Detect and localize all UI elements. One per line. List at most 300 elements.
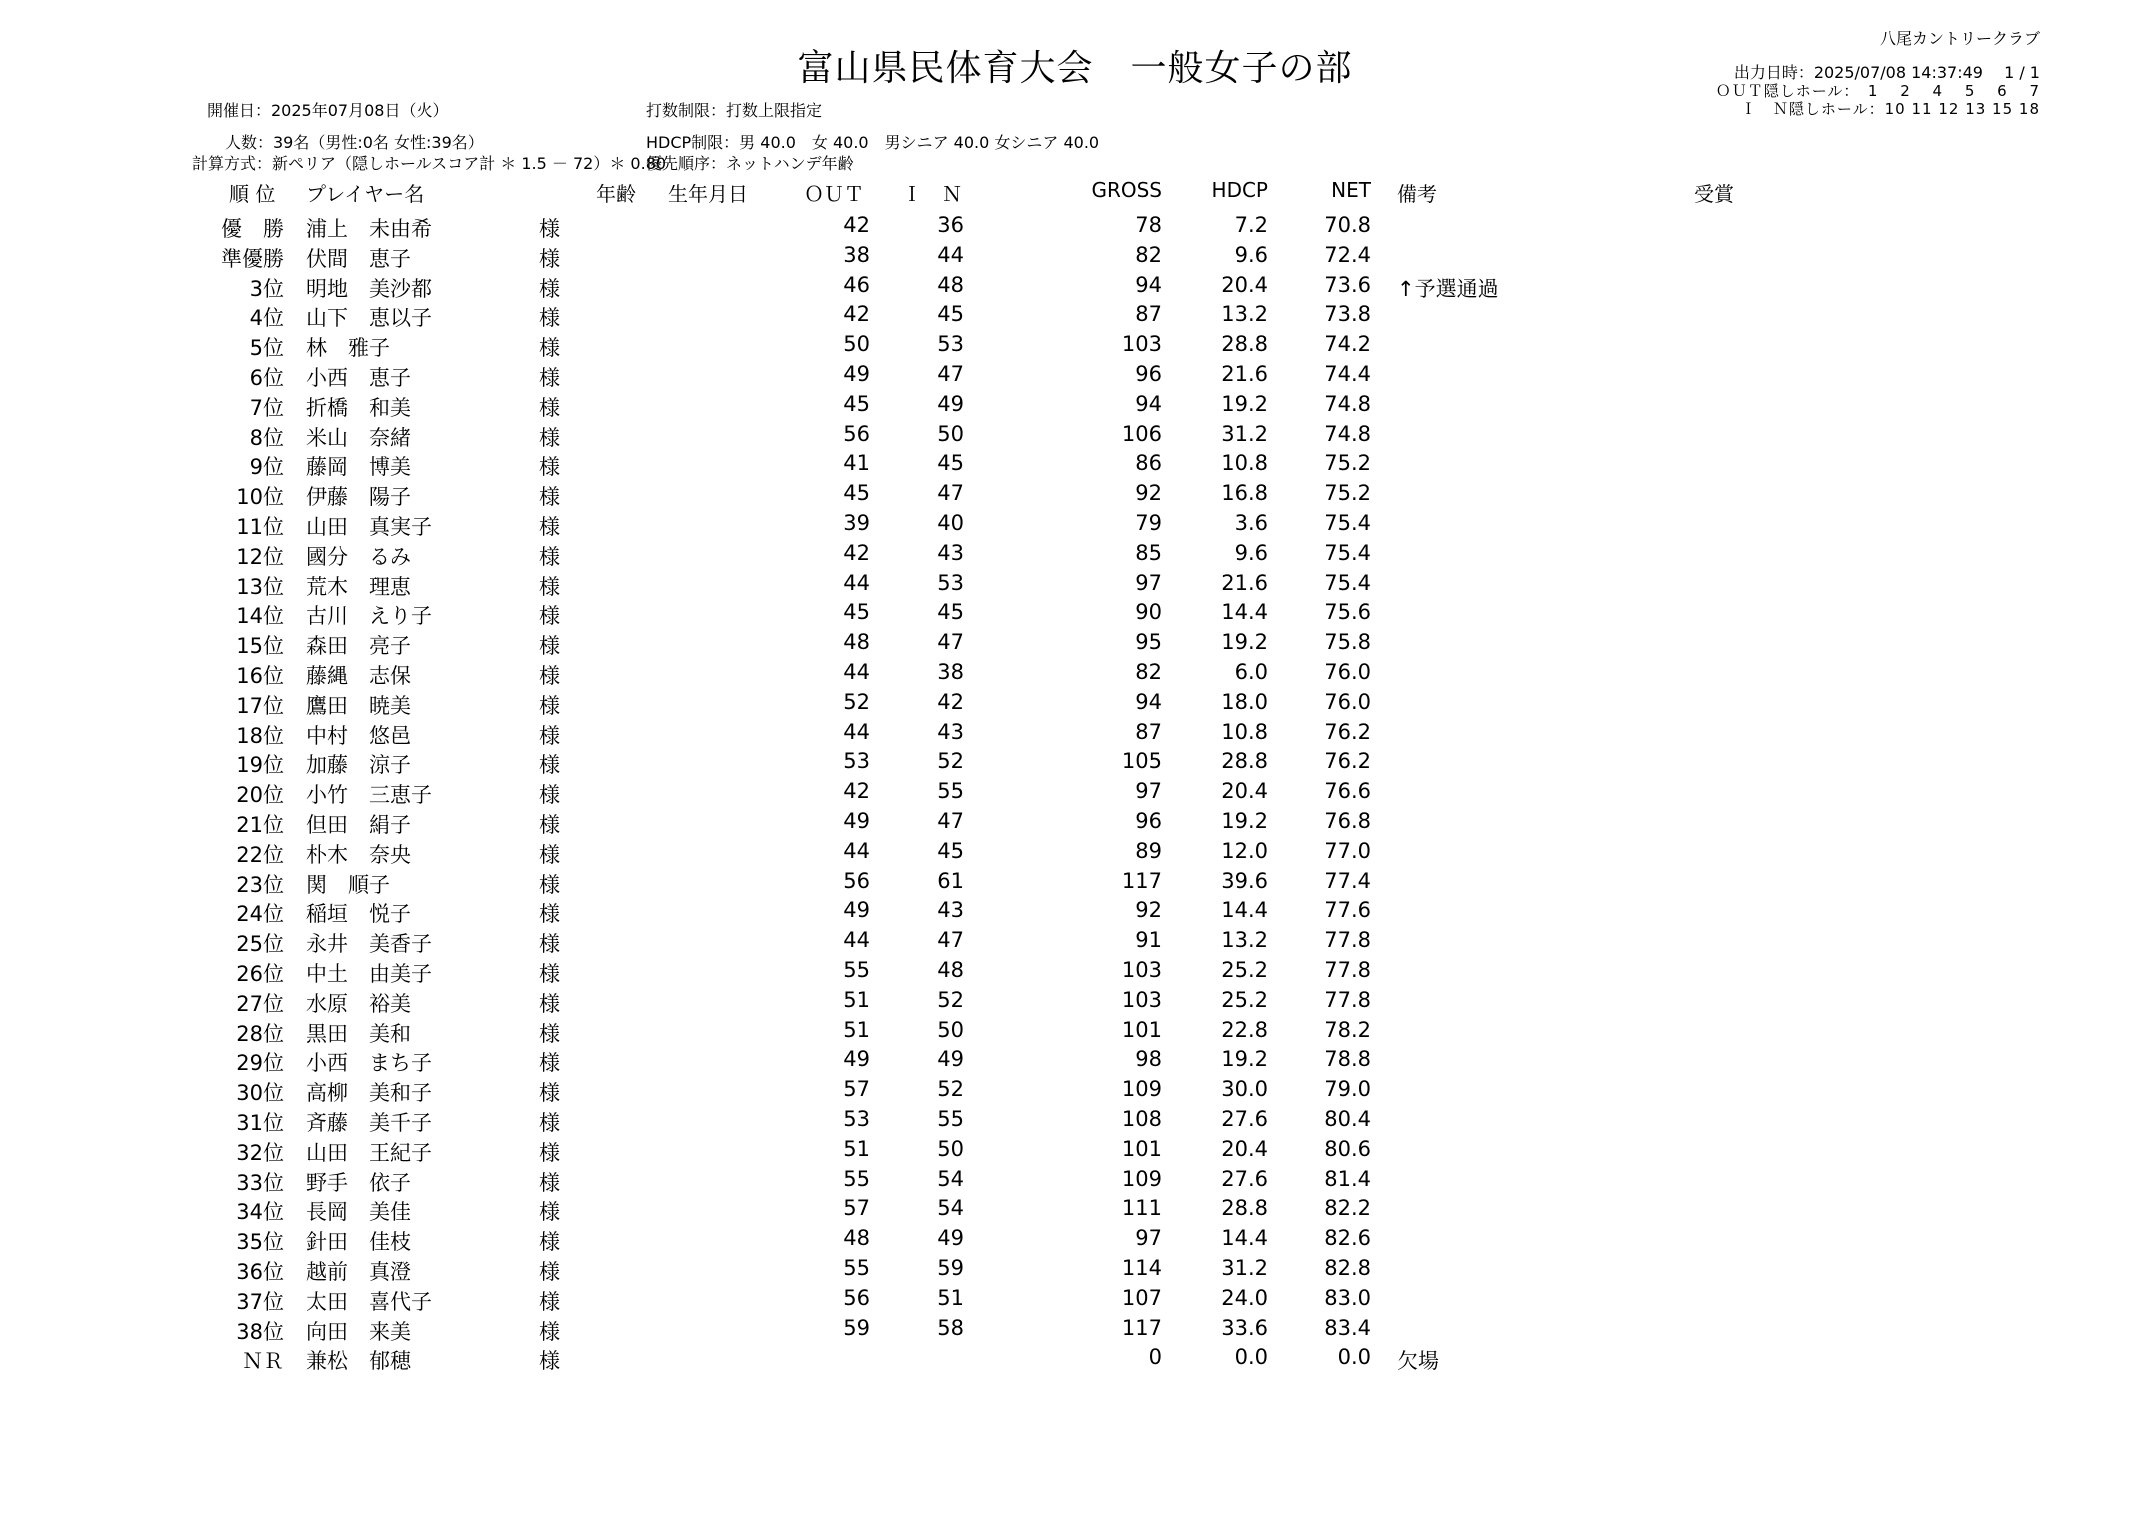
rank-cell: 18位 (236, 723, 284, 748)
gross-score: 109 (1121, 1166, 1162, 1191)
col-in: Ｉ Ｎ (902, 182, 962, 206)
honorific: 様 (539, 1349, 560, 1374)
table-row (0, 1345, 2150, 1375)
player-name: 中村 悠邑 (306, 723, 411, 748)
out-score: 42 (843, 213, 870, 237)
net-score: 75.4 (1324, 570, 1371, 595)
out-score: 42 (843, 302, 870, 327)
out-score: 48 (843, 1226, 870, 1251)
rank-cell: 7位 (249, 395, 284, 420)
gross-score: 103 (1121, 332, 1162, 357)
player-name: 林 雅子 (306, 336, 390, 361)
gross-score: 103 (1121, 958, 1162, 982)
out-score: 49 (843, 898, 870, 923)
rank-cell: 6位 (249, 366, 284, 390)
hdcp-value: 14.4 (1221, 600, 1268, 625)
gross-score: 94 (1135, 689, 1162, 714)
page-title: 富山県民体育大会 一般女子の部 (797, 48, 1353, 89)
honorific: 様 (539, 753, 560, 778)
net-score: 83.0 (1324, 1285, 1371, 1310)
priority-order: 優先順序：ネットハンデ年齢 (646, 154, 854, 173)
rank-cell: 16位 (236, 664, 284, 688)
rank-cell: 32位 (236, 1140, 284, 1165)
honorific: 様 (539, 1021, 560, 1046)
gross-score: 96 (1135, 362, 1162, 386)
player-name: 古川 えり子 (306, 604, 432, 629)
hdcp-value: 16.8 (1221, 481, 1268, 506)
out-score: 56 (843, 1285, 870, 1310)
out-score: 53 (843, 749, 870, 774)
table-row (0, 213, 2150, 243)
in-score: 36 (937, 213, 964, 237)
honorific: 様 (539, 962, 560, 986)
hdcp-value: 3.6 (1234, 511, 1268, 535)
out-score: 44 (843, 660, 870, 684)
out-score: 57 (843, 1196, 870, 1221)
net-score: 81.4 (1324, 1166, 1371, 1191)
hdcp-value: 19.2 (1221, 630, 1268, 655)
note: ↑予選通過 (1397, 276, 1499, 301)
honorific: 様 (539, 813, 560, 837)
player-name: 藤縄 志保 (306, 664, 411, 688)
player-name: 荒木 理恵 (306, 574, 411, 599)
in-score: 50 (937, 1017, 964, 1042)
honorific: 様 (539, 544, 560, 569)
hdcp-value: 25.2 (1221, 958, 1268, 982)
table-row (0, 928, 2150, 958)
net-score: 77.0 (1324, 838, 1371, 863)
hdcp-value: 18.0 (1221, 689, 1268, 714)
out-score: 49 (843, 809, 870, 833)
player-name: 向田 来美 (306, 1319, 411, 1344)
player-name: 稲垣 悦子 (306, 902, 411, 927)
hdcp-value: 14.4 (1221, 898, 1268, 923)
table-row (0, 1226, 2150, 1256)
hdcp-value: 31.2 (1221, 421, 1268, 446)
gross-score: 109 (1121, 1077, 1162, 1102)
table-row (0, 720, 2150, 750)
gross-score: 97 (1135, 1226, 1162, 1251)
in-score: 38 (937, 660, 964, 684)
out-score: 45 (843, 391, 870, 416)
rank-cell: 優 勝 (221, 217, 284, 241)
rank-cell: 24位 (236, 902, 284, 927)
in-score: 40 (937, 511, 964, 535)
table-row (0, 1167, 2150, 1197)
rank-cell: 20位 (236, 783, 284, 808)
hdcp-value: 20.4 (1221, 272, 1268, 297)
output-datetime: 出力日時：2025/07/08 14:37:49 1 / 1 (1733, 63, 2040, 82)
col-out: ＯＵＴ (804, 182, 864, 206)
gross-score: 82 (1135, 242, 1162, 267)
hdcp-value: 21.6 (1221, 362, 1268, 386)
hdcp-value: 6.0 (1234, 660, 1268, 684)
hdcp-value: 10.8 (1221, 451, 1268, 476)
out-score: 42 (843, 779, 870, 804)
table-row (0, 630, 2150, 660)
player-name: 小西 まち子 (306, 1051, 432, 1076)
rank-cell: 25位 (236, 932, 284, 957)
hdcp-value: 12.0 (1221, 838, 1268, 863)
rank-cell: 28位 (236, 1021, 284, 1046)
honorific: 様 (539, 515, 560, 539)
player-name: 藤岡 博美 (306, 455, 411, 480)
hdcp-value: 31.2 (1221, 1256, 1268, 1280)
rank-cell: 14位 (236, 604, 284, 629)
in-hidden-holes: Ｉ Ｎ隠しホール：10 11 12 13 15 18 (1740, 100, 2040, 118)
net-score: 70.8 (1324, 213, 1371, 237)
honorific: 様 (539, 574, 560, 599)
out-score: 51 (843, 1017, 870, 1042)
stroke-limit: 打数制限：打数上限指定 (646, 101, 823, 120)
hdcp-value: 0.0 (1234, 1345, 1268, 1370)
honorific: 様 (539, 872, 560, 897)
hdcp-value: 20.4 (1221, 779, 1268, 804)
hdcp-value: 20.4 (1221, 1136, 1268, 1161)
rank-cell: 33位 (236, 1170, 284, 1195)
rank-cell: 38位 (236, 1319, 284, 1344)
hdcp-value: 22.8 (1221, 1017, 1268, 1042)
table-row (0, 988, 2150, 1018)
table-row (0, 511, 2150, 541)
table-row (0, 392, 2150, 422)
in-score: 47 (937, 481, 964, 506)
table-row (0, 362, 2150, 392)
hdcp-value: 25.2 (1221, 987, 1268, 1012)
out-score: 44 (843, 570, 870, 595)
in-score: 53 (937, 570, 964, 595)
player-name: 関 順子 (306, 872, 390, 897)
honorific: 様 (539, 1230, 560, 1255)
rank-cell: 8位 (249, 425, 284, 450)
net-score: 82.2 (1324, 1196, 1371, 1221)
table-row (0, 958, 2150, 988)
out-score: 49 (843, 1047, 870, 1072)
in-score: 59 (937, 1256, 964, 1280)
honorific: 様 (539, 1319, 560, 1344)
col-hdcp: HDCP (1211, 178, 1268, 202)
net-score: 82.6 (1324, 1226, 1371, 1251)
honorific: 様 (539, 1051, 560, 1076)
gross-score: 95 (1135, 630, 1162, 655)
out-score: 55 (843, 1166, 870, 1191)
net-score: 0.0 (1337, 1345, 1371, 1370)
honorific: 様 (539, 336, 560, 361)
player-name: 小竹 三恵子 (306, 783, 432, 808)
out-score: 42 (843, 540, 870, 565)
rank-cell: 準優勝 (221, 246, 284, 271)
in-score: 50 (937, 1136, 964, 1161)
in-score: 61 (937, 868, 964, 893)
net-score: 80.4 (1324, 1107, 1371, 1131)
gross-score: 89 (1135, 838, 1162, 863)
net-score: 77.4 (1324, 868, 1371, 893)
net-score: 78.2 (1324, 1017, 1371, 1042)
player-name: 黒田 美和 (306, 1021, 411, 1046)
in-score: 45 (937, 451, 964, 476)
honorific: 様 (539, 1200, 560, 1225)
rank-cell: 35位 (236, 1230, 284, 1255)
net-score: 75.2 (1324, 451, 1371, 476)
honorific: 様 (539, 634, 560, 659)
hdcp-value: 21.6 (1221, 570, 1268, 595)
col-note: 備考 (1397, 182, 1437, 206)
in-score: 49 (937, 1047, 964, 1072)
col-gross: GROSS (1091, 178, 1162, 202)
table-row (0, 1018, 2150, 1048)
table-row (0, 332, 2150, 362)
net-score: 76.2 (1324, 749, 1371, 774)
honorific: 様 (539, 902, 560, 927)
player-name: 國分 るみ (306, 544, 411, 569)
table-row (0, 273, 2150, 303)
in-score: 53 (937, 332, 964, 357)
rank-cell: 37位 (236, 1289, 284, 1314)
net-score: 76.0 (1324, 660, 1371, 684)
table-row (0, 541, 2150, 571)
rank-cell: 19位 (236, 753, 284, 778)
in-score: 52 (937, 1077, 964, 1102)
gross-score: 92 (1135, 898, 1162, 923)
player-name: 森田 亮子 (306, 634, 411, 659)
out-score: 50 (843, 332, 870, 357)
calc-method: 計算方式：新ペリア（隠しホールスコア計 ＊ 1.5 － 72）＊ 0.80 (192, 154, 667, 173)
rank-cell: 5位 (249, 336, 284, 361)
gross-score: 97 (1135, 570, 1162, 595)
honorific: 様 (539, 455, 560, 480)
rank-cell: 30位 (236, 1081, 284, 1106)
in-score: 45 (937, 838, 964, 863)
gross-score: 96 (1135, 809, 1162, 833)
gross-score: 107 (1121, 1285, 1162, 1310)
table-row (0, 243, 2150, 273)
player-name: 米山 奈緒 (306, 425, 411, 450)
gross-score: 98 (1135, 1047, 1162, 1072)
net-score: 73.6 (1324, 272, 1371, 297)
hdcp-value: 28.8 (1221, 332, 1268, 357)
hdcp-value: 14.4 (1221, 1226, 1268, 1251)
player-name: 山田 真実子 (306, 515, 432, 539)
table-row (0, 1316, 2150, 1346)
hdcp-value: 28.8 (1221, 1196, 1268, 1221)
player-name: 水原 裕美 (306, 991, 411, 1016)
player-name: 長岡 美佳 (306, 1200, 411, 1225)
hdcp-value: 39.6 (1221, 868, 1268, 893)
in-score: 45 (937, 302, 964, 327)
table-row (0, 779, 2150, 809)
net-score: 79.0 (1324, 1077, 1371, 1102)
gross-score: 106 (1121, 421, 1162, 446)
net-score: 82.8 (1324, 1256, 1371, 1280)
hdcp-value: 13.2 (1221, 302, 1268, 327)
in-score: 54 (937, 1196, 964, 1221)
net-score: 76.8 (1324, 809, 1371, 833)
participants: 人数：39名（男性:0名 女性:39名） (225, 133, 484, 152)
player-name: 斉藤 美千子 (306, 1111, 432, 1135)
gross-score: 90 (1135, 600, 1162, 625)
rank-cell: 22位 (236, 842, 284, 867)
out-score: 45 (843, 600, 870, 625)
in-score: 45 (937, 600, 964, 625)
net-score: 72.4 (1324, 242, 1371, 267)
table-row (0, 1077, 2150, 1107)
hdcp-value: 30.0 (1221, 1077, 1268, 1102)
in-score: 54 (937, 1166, 964, 1191)
player-name: 小西 恵子 (306, 366, 411, 390)
gross-score: 87 (1135, 719, 1162, 744)
table-row (0, 1196, 2150, 1226)
net-score: 75.4 (1324, 540, 1371, 565)
in-score: 52 (937, 987, 964, 1012)
gross-score: 87 (1135, 302, 1162, 327)
out-score: 41 (843, 451, 870, 476)
player-name: 朴木 奈央 (306, 842, 411, 867)
gross-score: 117 (1121, 868, 1162, 893)
table-row (0, 660, 2150, 690)
table-row (0, 1107, 2150, 1137)
out-score: 46 (843, 272, 870, 297)
rank-cell: 26位 (236, 962, 284, 986)
honorific: 様 (539, 1111, 560, 1135)
in-score: 43 (937, 540, 964, 565)
rank-cell: 34位 (236, 1200, 284, 1225)
col-age: 年齢 (596, 182, 636, 206)
gross-score: 91 (1135, 928, 1162, 953)
net-score: 75.8 (1324, 630, 1371, 655)
rank-cell: 21位 (236, 813, 284, 837)
hdcp-value: 13.2 (1221, 928, 1268, 953)
honorific: 様 (539, 1170, 560, 1195)
out-score: 56 (843, 868, 870, 893)
out-score: 53 (843, 1107, 870, 1131)
in-score: 49 (937, 391, 964, 416)
gross-score: 79 (1135, 511, 1162, 535)
honorific: 様 (539, 1081, 560, 1106)
player-name: 山下 恵以子 (306, 306, 432, 331)
gross-score: 103 (1121, 987, 1162, 1012)
hdcp-value: 7.2 (1234, 213, 1268, 237)
net-score: 75.2 (1324, 481, 1371, 506)
in-score: 47 (937, 928, 964, 953)
rank-cell: 9位 (249, 455, 284, 480)
gross-score: 101 (1121, 1136, 1162, 1161)
net-score: 77.6 (1324, 898, 1371, 923)
honorific: 様 (539, 783, 560, 808)
gross-score: 85 (1135, 540, 1162, 565)
in-score: 43 (937, 898, 964, 923)
hdcp-value: 19.2 (1221, 1047, 1268, 1072)
honorific: 様 (539, 425, 560, 450)
col-player: プレイヤー名 (306, 182, 425, 206)
rank-cell: 29位 (236, 1051, 284, 1076)
out-score: 57 (843, 1077, 870, 1102)
player-name: 越前 真澄 (306, 1260, 411, 1284)
gross-score: 111 (1121, 1196, 1162, 1221)
table-row (0, 690, 2150, 720)
net-score: 78.8 (1324, 1047, 1371, 1072)
col-rank: 順 位 (229, 182, 276, 206)
honorific: 様 (539, 1140, 560, 1165)
out-score: 44 (843, 838, 870, 863)
net-score: 74.4 (1324, 362, 1371, 386)
hdcp-value: 10.8 (1221, 719, 1268, 744)
col-net: NET (1331, 178, 1371, 202)
out-score: 55 (843, 1256, 870, 1280)
gross-score: 108 (1121, 1107, 1162, 1131)
player-name: 浦上 未由希 (306, 217, 432, 241)
hdcp-value: 24.0 (1221, 1285, 1268, 1310)
out-score: 59 (843, 1315, 870, 1340)
table-row (0, 571, 2150, 601)
honorific: 様 (539, 604, 560, 629)
player-name: 加藤 涼子 (306, 753, 411, 778)
table-row (0, 898, 2150, 928)
rank-cell: 15位 (236, 634, 284, 659)
net-score: 75.6 (1324, 600, 1371, 625)
hdcp-value: 27.6 (1221, 1107, 1268, 1131)
in-score: 51 (937, 1285, 964, 1310)
gross-score: 101 (1121, 1017, 1162, 1042)
hdcp-limit: HDCP制限：男 40.0 女 40.0 男シニア 40.0 女シニア 40.0 (646, 133, 1100, 152)
table-row (0, 1256, 2150, 1286)
in-score: 42 (937, 689, 964, 714)
gross-score: 114 (1121, 1256, 1162, 1280)
in-score: 47 (937, 362, 964, 386)
gross-score: 97 (1135, 779, 1162, 804)
rank-cell: 10位 (236, 485, 284, 510)
rank-cell: 23位 (236, 872, 284, 897)
table-row (0, 1286, 2150, 1316)
hdcp-value: 9.6 (1234, 242, 1268, 267)
gross-score: 105 (1121, 749, 1162, 774)
table-row (0, 1047, 2150, 1077)
player-name: 兼松 郁穂 (306, 1349, 411, 1374)
honorific: 様 (539, 246, 560, 271)
table-row (0, 1137, 2150, 1167)
honorific: 様 (539, 276, 560, 301)
hdcp-value: 19.2 (1221, 391, 1268, 416)
gross-score: 92 (1135, 481, 1162, 506)
in-score: 47 (937, 809, 964, 833)
honorific: 様 (539, 1260, 560, 1284)
net-score: 77.8 (1324, 987, 1371, 1012)
out-score: 55 (843, 958, 870, 982)
honorific: 様 (539, 991, 560, 1016)
rank-cell: 36位 (236, 1260, 284, 1284)
in-score: 48 (937, 272, 964, 297)
out-score: 52 (843, 689, 870, 714)
player-name: 明地 美沙都 (306, 276, 432, 301)
in-score: 58 (937, 1315, 964, 1340)
gross-score: 117 (1121, 1315, 1162, 1340)
note: 欠場 (1397, 1349, 1439, 1374)
honorific: 様 (539, 693, 560, 718)
hdcp-value: 33.6 (1221, 1315, 1268, 1340)
honorific: 様 (539, 395, 560, 420)
in-score: 52 (937, 749, 964, 774)
player-name: 鷹田 暁美 (306, 693, 411, 718)
player-name: 太田 喜代子 (306, 1289, 432, 1314)
net-score: 76.2 (1324, 719, 1371, 744)
rank-cell: 17位 (236, 693, 284, 718)
net-score: 77.8 (1324, 928, 1371, 953)
event-date: 開催日：2025年07月08日（火） (207, 101, 449, 120)
gross-score: 0 (1148, 1345, 1162, 1370)
table-row (0, 839, 2150, 869)
in-score: 55 (937, 1107, 964, 1131)
net-score: 76.6 (1324, 779, 1371, 804)
out-score: 44 (843, 928, 870, 953)
